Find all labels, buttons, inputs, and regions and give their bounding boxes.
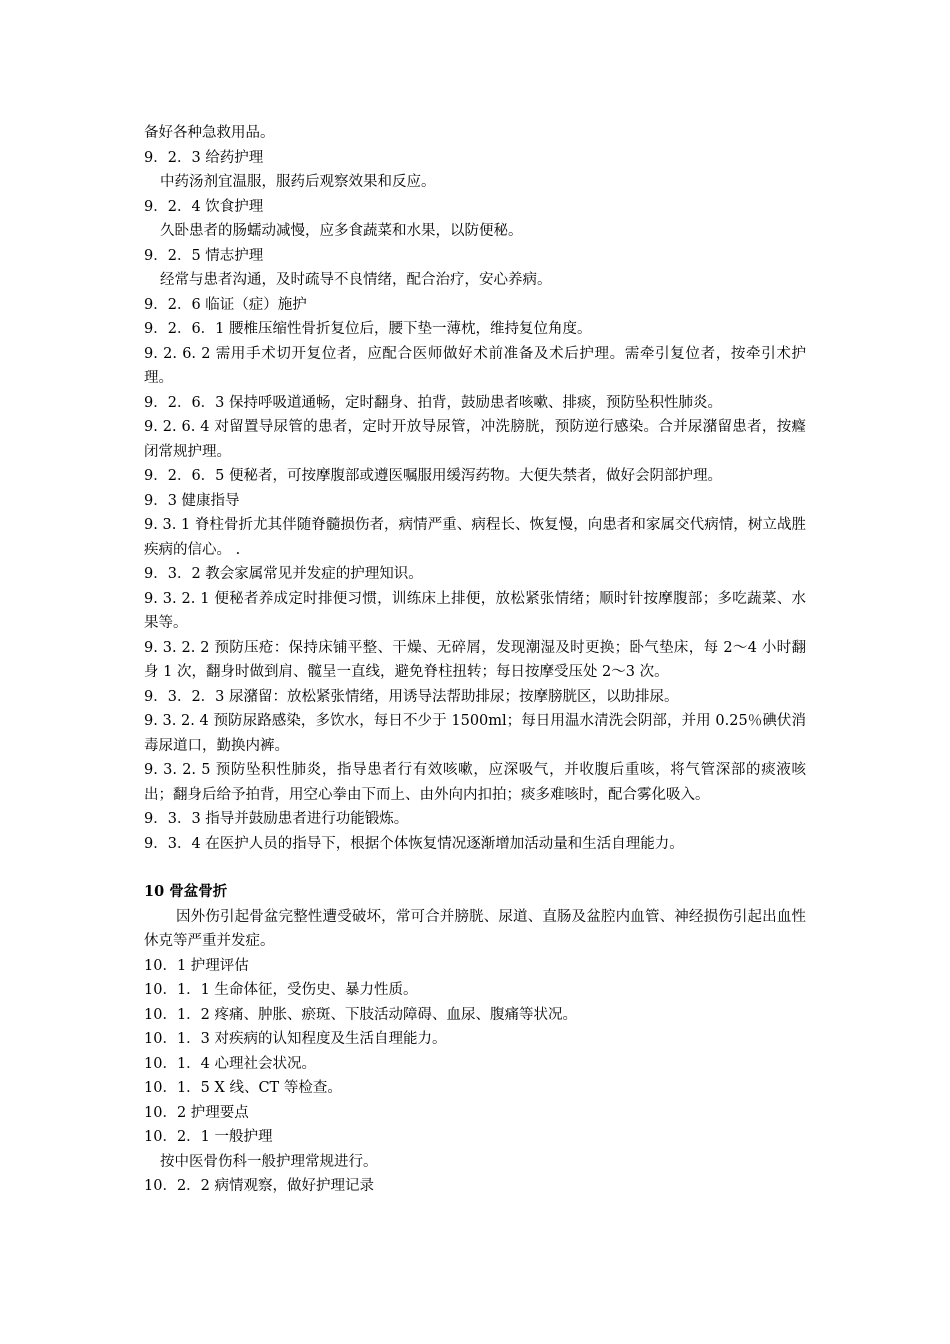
text-line: 9．3．2．3 尿潴留：放松紧张情绪，用诱导法帮助排尿；按摩膀胱区，以助排尿。 [144,688,679,705]
text-line: 9．2．6．5 便秘者，可按摩腹部或遵医嘱服用缓泻药物。大便失禁者，做好会阴部护理。 [144,468,723,484]
text-line: 9．2．6 临证（症）施护 [144,296,307,313]
text-line: 10．2．2 病情观察，做好护理记录 [144,1178,375,1194]
text-line: 9．2．3 给药护理 [144,149,264,166]
text-line: 9. 3. 2. 5 预防坠积性肺炎，指导患者行有效咳嗽，应深吸气，并收腹后重咳，将气管深部的痰液咳出；翻身后给予拍背，用空心拳由下而上、由外向内扣拍；痰多难咳时，配合雾化吸入。 [144,762,806,803]
text-line: 9．2．6．3 保持呼吸道通畅，定时翻身、拍背，鼓励患者咳嗽、排痰，预防坠积性肺炎。 [144,394,723,411]
text-line: 备好各种急救用品。 [144,125,275,141]
text-line: 9．3 健康指导 [144,492,240,509]
text-line: 9. 3. 2. 4 预防尿路感染，多饮水，每日不少于 1500ml；每日用温水清洗会阴部，并用 0.25％碘伏消毒尿道口，勤换内裤。 [144,713,806,754]
text-line: 按中医骨伤科一般护理常规进行。 [160,1153,378,1170]
text-line: 9. 2. 6. 4 对留置导尿管的患者，定时开放导尿管，冲洗膀胱，预防逆行感染。合并尿潴留患者，按癃闭常规护理。 [144,419,806,460]
text-line: 10．2．1 一般护理 [144,1129,273,1145]
text-line: 因外伤引起骨盆完整性遭受破坏，常可合并膀胱、尿道、直肠及盆腔内血管、神经损伤引起出血性休克等严重并发症。 [144,908,806,949]
text-line: 经常与患者沟通，及时疏导不良情绪，配合治疗，安心养病。 [160,272,552,288]
text-line: 久卧患者的肠蠕动减慢，应多食蔬菜和水果，以防便秘。 [160,223,523,239]
text-line: 10．2 护理要点 [144,1104,249,1121]
text-line: 10．1．5 X 线、CT 等检查。 [144,1080,342,1096]
section-heading: 10 骨盆骨折 [144,883,228,900]
text-line: 9．2．5 情志护理 [144,247,264,264]
text-line: 9. 3. 2. 1 便秘者养成定时排便习惯，训练床上排便，放松紧张情绪；顺时针按摩腹部；多吃蔬菜、水果等。 [144,590,806,631]
text-line: 10．1 护理评估 [144,957,249,974]
text-line: 9. 2. 6. 2 需用手术切开复位者，应配合医师做好术前准备及术后护理。需牵引复位者，按牵引术护理。 [144,345,806,386]
text-line: 9．3．4 在医护人员的指导下，根据个体恢复情况逐渐增加活动量和生活自理能力。 [144,835,684,852]
text-line: 9．3．3 指导并鼓励患者进行功能锻炼。 [144,811,409,827]
text-line: 9. 3. 1 脊柱骨折尤其伴随脊髓损伤者，病情严重、病程长、恢复慢，向患者和家属交代病情，树立战胜疾病的信心。 . [144,517,806,558]
text-line: 10．1．2 疼痛、肿胀、瘀斑、下肢活动障碍、血尿、腹痛等状况。 [144,1006,578,1023]
text-line: 9. 3. 2. 2 预防压疮：保持床铺平整、干燥、无碎屑，发现潮湿及时更换；卧气垫床，每 2～4 小时翻身 1 次，翻身时做到肩、髋呈一直线，避免脊柱扭转；每日按摩受压处 2～3 次。 [144,639,806,680]
text-line: 9．3．2 教会家属常见并发症的护理知识。 [144,566,423,582]
text-line: 9．2．6．1 腰椎压缩性骨折复位后，腰下垫一薄枕，维持复位角度。 [144,321,592,337]
text-line: 10．1．3 对疾病的认知程度及生活自理能力。 [144,1031,447,1047]
text-line: 10．1．4 心理社会状况。 [144,1055,317,1072]
text-line: 9．2．4 饮食护理 [144,198,264,215]
document-body [144,121,806,1199]
text-line: 10．1．1 生命体征，受伤史、暴力性质。 [144,982,418,998]
text-line: 中药汤剂宜温服，服药后观察效果和反应。 [160,174,436,190]
